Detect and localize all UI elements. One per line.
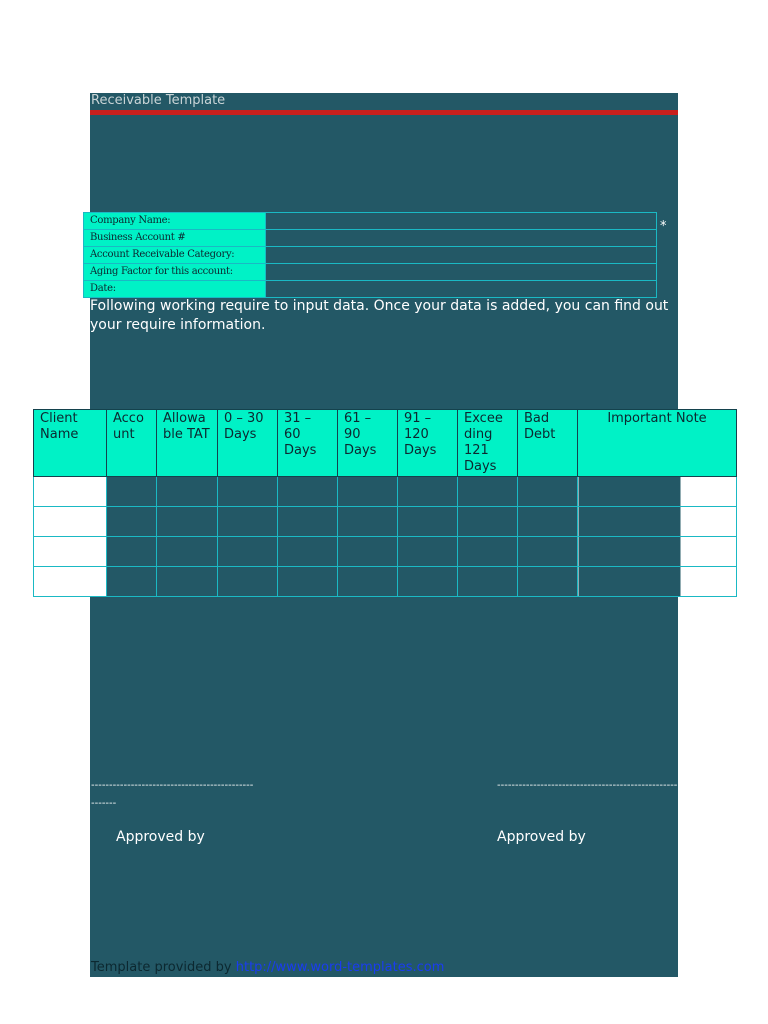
column-header-allowable-tat: Allowa ble TAT: [157, 410, 218, 477]
table-cell[interactable]: [34, 507, 107, 537]
signature-line-left: ---------------------------------------------: [91, 780, 254, 791]
table-cell[interactable]: [398, 567, 458, 597]
info-label: Date:: [84, 281, 266, 298]
table-cell[interactable]: [34, 567, 107, 597]
table-row: [34, 567, 737, 597]
table-cell[interactable]: [338, 477, 398, 507]
table-cell[interactable]: [398, 537, 458, 567]
column-header-bad-debt: Bad Debt: [518, 410, 578, 477]
table-cell[interactable]: [518, 537, 578, 567]
table-cell[interactable]: [107, 477, 157, 507]
approved-by-right: Approved by: [497, 829, 586, 845]
table-cell[interactable]: [578, 567, 737, 597]
info-label: Company Name:: [84, 213, 266, 230]
table-cell[interactable]: [458, 477, 518, 507]
column-header-91-120-days: 91 – 120 Days: [398, 410, 458, 477]
column-header-important-note: Important Note: [578, 410, 737, 477]
table-cell[interactable]: [107, 567, 157, 597]
table-cell[interactable]: [458, 567, 518, 597]
info-row-aging: [84, 264, 657, 281]
table-cell[interactable]: [458, 537, 518, 567]
signature-line-left-continued: -------: [91, 798, 117, 809]
table-header-row: [34, 410, 737, 477]
table-cell[interactable]: [338, 507, 398, 537]
info-row-company: [84, 213, 657, 230]
table-cell[interactable]: [218, 477, 278, 507]
column-header-0-30-days: 0 – 30 Days: [218, 410, 278, 477]
info-row-business-account: [84, 230, 657, 247]
table-cell[interactable]: [578, 537, 737, 567]
approved-by-left: Approved by: [116, 829, 205, 845]
table-cell[interactable]: [338, 537, 398, 567]
table-cell[interactable]: [157, 537, 218, 567]
table-cell[interactable]: [278, 477, 338, 507]
table-cell[interactable]: [157, 567, 218, 597]
table-cell[interactable]: [218, 507, 278, 537]
table-row: [34, 477, 737, 507]
info-row-category: [84, 247, 657, 264]
table-cell[interactable]: [157, 477, 218, 507]
info-row-date: [84, 281, 657, 298]
info-label: Business Account #: [84, 230, 266, 247]
column-header-31-60-days: 31 – 60 Days: [278, 410, 338, 477]
table-cell[interactable]: [398, 477, 458, 507]
table-cell[interactable]: [278, 567, 338, 597]
footer-prefix: Template provided by: [91, 960, 236, 975]
table-cell[interactable]: [518, 477, 578, 507]
receivable-category-field[interactable]: [266, 247, 657, 264]
table-cell[interactable]: [34, 537, 107, 567]
info-label: Account Receivable Category:: [84, 247, 266, 264]
table-cell[interactable]: [458, 507, 518, 537]
company-name-field[interactable]: [266, 213, 657, 230]
signature-line-right: --------------------------------------------------: [497, 780, 677, 791]
page-title: Receivable Template: [91, 93, 226, 108]
table-cell[interactable]: [218, 537, 278, 567]
instruction-note: Following working require to input data. Once your data is added, you can find out your require information.: [90, 298, 669, 333]
table-cell[interactable]: [107, 507, 157, 537]
business-account-field[interactable]: [266, 230, 657, 247]
table-cell[interactable]: [157, 507, 218, 537]
footer-credit: [91, 960, 444, 975]
table-cell[interactable]: [578, 507, 737, 537]
table-cell[interactable]: [107, 537, 157, 567]
column-header-client-name: Client Name: [34, 410, 107, 477]
table-cell[interactable]: [578, 477, 737, 507]
footer-link[interactable]: http://www.word-templates.com: [235, 960, 445, 975]
account-info-table: [83, 212, 657, 298]
asterisk-mark: *: [660, 219, 667, 234]
table-cell[interactable]: [278, 507, 338, 537]
aging-factor-field[interactable]: [266, 264, 657, 281]
table-cell[interactable]: [34, 477, 107, 507]
title-rule: [90, 110, 678, 115]
table-cell[interactable]: [398, 507, 458, 537]
receivables-table: [33, 409, 737, 597]
table-cell[interactable]: [338, 567, 398, 597]
table-row: [34, 537, 737, 567]
column-header-61-90-days: 61 – 90 Days: [338, 410, 398, 477]
table-cell[interactable]: [218, 567, 278, 597]
table-cell[interactable]: [278, 537, 338, 567]
table-cell[interactable]: [518, 507, 578, 537]
table-cell[interactable]: [518, 567, 578, 597]
table-row: [34, 507, 737, 537]
date-field[interactable]: [266, 281, 657, 298]
info-label: Aging Factor for this account:: [84, 264, 266, 281]
column-header-account: Acco unt: [107, 410, 157, 477]
column-header-exceeding-121-days: Excee ding 121 Days: [458, 410, 518, 477]
